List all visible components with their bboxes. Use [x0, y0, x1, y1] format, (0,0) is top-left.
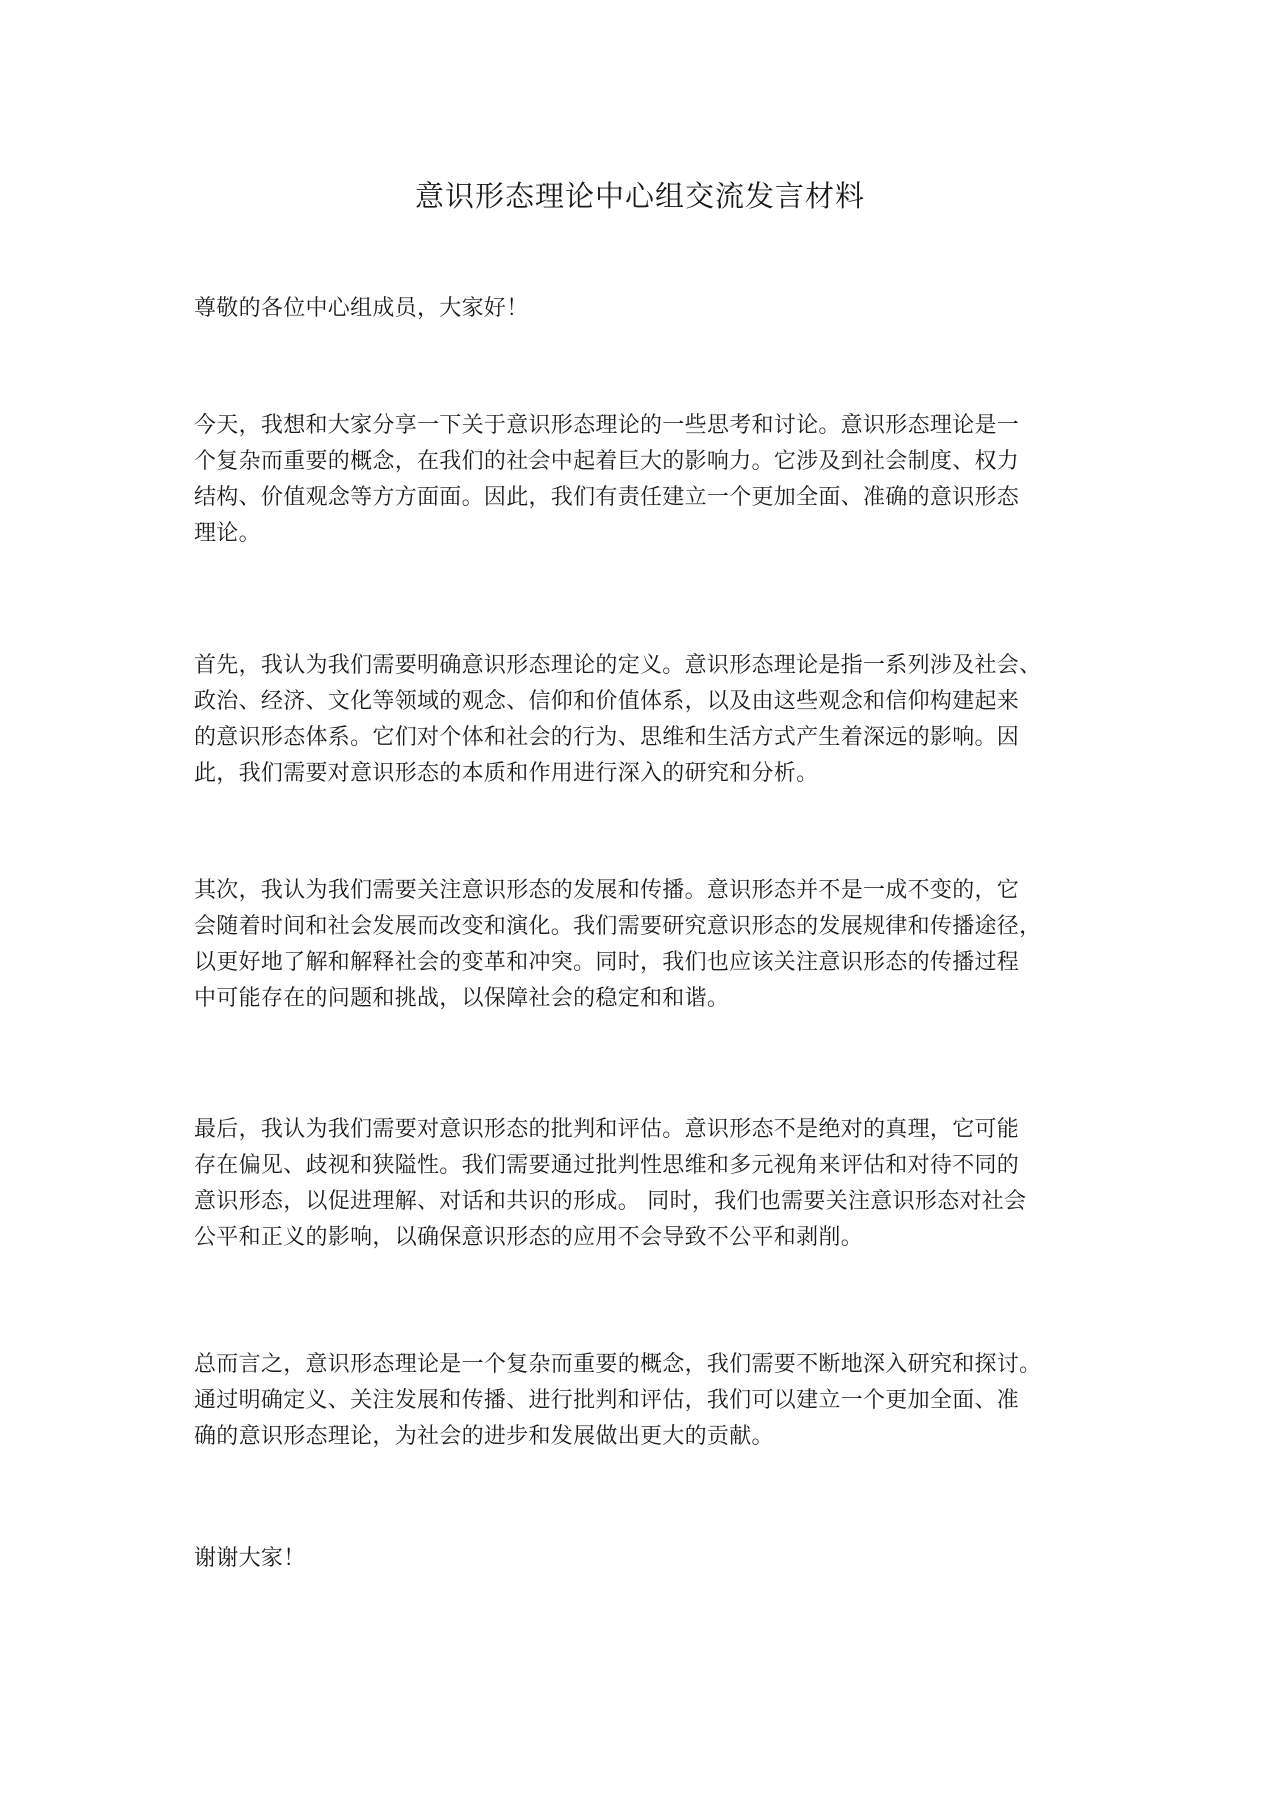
- paragraph-line: 中可能存在的问题和挑战，以保障社会的稳定和和谐。: [194, 986, 730, 1011]
- greeting-paragraph: [194, 291, 1114, 327]
- paragraph-line: 结构、价值观念等方方面面。因此，我们有责任建立一个更加全面、准确的意识形态: [194, 485, 1020, 510]
- paragraph-line: 个复杂而重要的概念，在我们的社会中起着巨大的影响力。它涉及到社会制度、权力: [194, 449, 1020, 474]
- paragraph-line: 理论。: [194, 521, 261, 546]
- paragraph-intro: [194, 408, 1114, 552]
- paragraph-development: [194, 873, 1114, 1017]
- paragraph-line: 首先，我认为我们需要明确意识形态理论的定义。意识形态理论是指一系列涉及社会、: [194, 653, 1042, 678]
- paragraph-line: 总而言之，意识形态理论是一个复杂而重要的概念，我们需要不断地深入研究和探讨。: [194, 1352, 1042, 1377]
- paragraph-line: 以更好地了解和解释社会的变革和冲突。同时，我们也应该关注意识形态的传播过程: [194, 950, 1020, 975]
- paragraph-critique: [194, 1112, 1114, 1256]
- paragraph-line: 会随着时间和社会发展而改变和演化。我们需要研究意识形态的发展规律和传播途径，: [194, 914, 1042, 939]
- document-title: 意识形态理论中心组交流发言材料: [414, 179, 865, 213]
- paragraph-line: 政治、经济、文化等领域的观念、信仰和价值体系，以及由这些观念和信仰构建起来: [194, 689, 1020, 714]
- paragraph-line: 确的意识形态理论，为社会的进步和发展做出更大的贡献。: [194, 1424, 774, 1449]
- paragraph-definition: [194, 648, 1114, 792]
- paragraph-line: 公平和正义的影响，以确保意识形态的应用不会导致不公平和剥削。: [194, 1225, 864, 1250]
- paragraph-line: 通过明确定义、关注发展和传播、进行批判和评估，我们可以建立一个更加全面、准: [194, 1388, 1020, 1413]
- paragraph-line: 此，我们需要对意识形态的本质和作用进行深入的研究和分析。: [194, 761, 819, 786]
- closing-paragraph: [194, 1541, 1114, 1577]
- paragraph-conclusion: [194, 1347, 1114, 1455]
- paragraph-line: 意识形态，以促进理解、对话和共识的形成。 同时，我们也需要关注意识形态对社会: [194, 1189, 1027, 1214]
- paragraph-line: 今天，我想和大家分享一下关于意识形态理论的一些思考和讨论。意识形态理论是一: [194, 413, 1020, 438]
- closing-line: 谢谢大家！: [194, 1546, 306, 1571]
- paragraph-line: 其次，我认为我们需要关注意识形态的发展和传播。意识形态并不是一成不变的，它: [194, 878, 1020, 903]
- paragraph-line: 存在偏见、歧视和狭隘性。我们需要通过批判性思维和多元视角来评估和对待不同的: [194, 1153, 1020, 1178]
- paragraph-line: 最后，我认为我们需要对意识形态的批判和评估。意识形态不是绝对的真理，它可能: [194, 1117, 1020, 1142]
- greeting-line: 尊敬的各位中心组成员，大家好！: [194, 296, 529, 321]
- paragraph-line: 的意识形态体系。它们对个体和社会的行为、思维和生活方式产生着深远的影响。因: [194, 725, 1020, 750]
